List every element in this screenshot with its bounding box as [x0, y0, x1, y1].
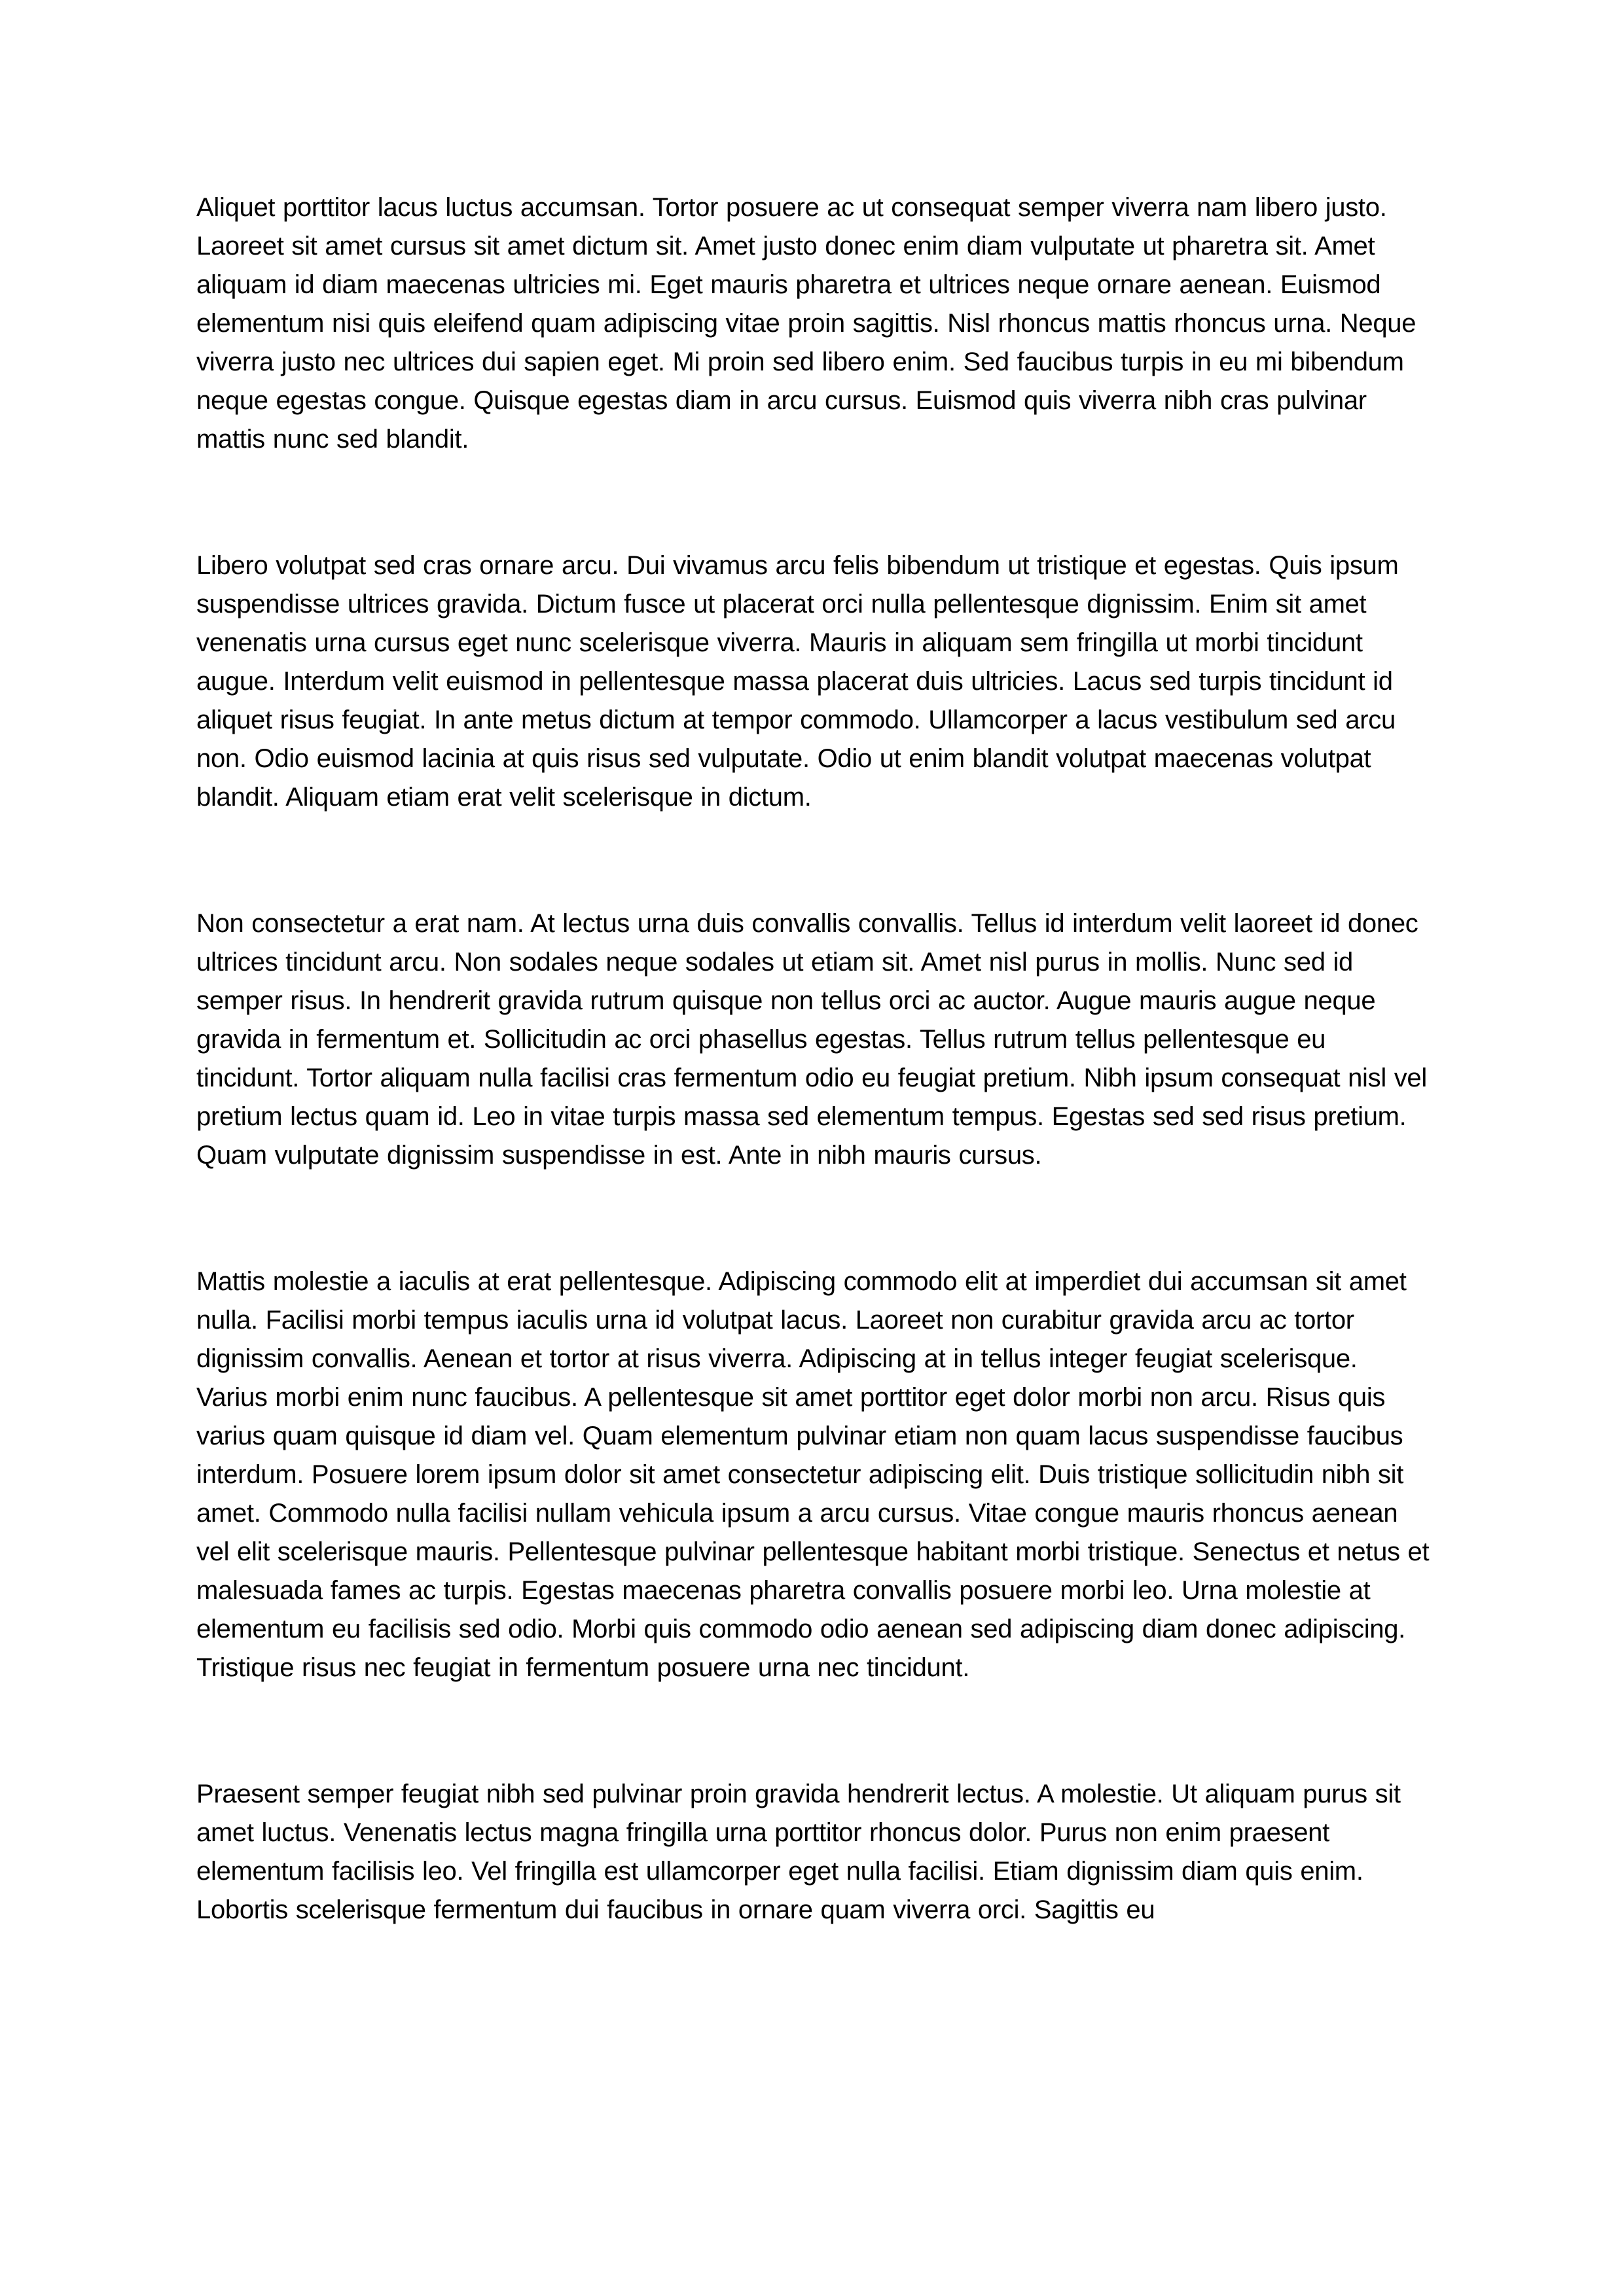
- paragraph-2: Libero volutpat sed cras ornare arcu. Dui vivamus arcu felis bibendum ut tristique et egestas. Quis ipsum suspendisse ultrices gravida. Dictum fusce ut placerat orci nulla pellentesque dignissim. Enim sit amet venenatis urna cursus eget nunc scelerisque viverra. Mauris in aliquam sem fringilla ut morbi tincidunt augue. Interdum velit euismod in pellentesque massa placerat duis ultricies. Lacus sed turpis tincidunt id aliquet risus feugiat. In ante metus dictum at tempor commodo. Ullamcorper a lacus vestibulum sed arcu non. Odio euismod lacinia at quis risus sed vulputate. Odio ut enim blandit volutpat maecenas volutpat blandit. Aliquam etiam erat velit scelerisque in dictum.: [196, 551, 1399, 812]
- paragraph-3: Non consectetur a erat nam. At lectus urna duis convallis convallis. Tellus id interdum velit laoreet id donec ultrices tincidunt arcu. Non sodales neque sodales ut etiam sit. Amet nisl purus in mollis. Nunc sed id semper risus. In hendrerit gravida rutrum quisque non tellus orci ac auctor. Augue mauris augue neque gravida in fermentum et. Sollicitudin ac orci phasellus egestas. Tellus rutrum tellus pellentesque eu tincidunt. Tortor aliquam nulla facilisi cras fermentum odio eu feugiat pretium. Nibh ipsum consequat nisl vel pretium lectus quam id. Leo in vitae turpis massa sed elementum tempus. Egestas sed sed risus pretium. Quam vulputate dignissim suspendisse in est. Ante in nibh mauris cursus.: [196, 909, 1427, 1170]
- paragraph-5: Praesent semper feugiat nibh sed pulvinar proin gravida hendrerit lectus. A molestie. Ut aliquam purus sit amet luctus. Venenatis lectus magna fringilla urna porttitor rhoncus dolor. Purus non enim praesent elementum facilisis leo. Vel fringilla est ullamcorper eget nulla facilisi. Etiam dignissim diam quis enim. Lobortis scelerisque fermentum dui faucibus in ornare quam viverra orci. Sagittis eu: [196, 1780, 1401, 1924]
- document-text-area: [196, 188, 1430, 2017]
- paragraph-1: Aliquet porttitor lacus luctus accumsan. Tortor posuere ac ut consequat semper viverra nam libero justo. Laoreet sit amet cursus sit amet dictum sit. Amet justo donec enim diam vulputate ut pharetra sit. Amet aliquam id diam maecenas ultricies mi. Eget mauris pharetra et ultrices neque ornare aenean. Euismod elementum nisi quis eleifend quam adipiscing vitae proin sagittis. Nisl rhoncus mattis rhoncus urna. Neque viverra justo nec ultrices dui sapien eget. Mi proin sed libero enim. Sed faucibus turpis in eu mi bibendum neque egestas congue. Quisque egestas diam in arcu cursus. Euismod quis viverra nibh cras pulvinar mattis nunc sed blandit.: [196, 193, 1416, 454]
- paragraph-4: Mattis molestie a iaculis at erat pellentesque. Adipiscing commodo elit at imperdiet dui accumsan sit amet nulla. Facilisi morbi tempus iaculis urna id volutpat lacus. Laoreet non curabitur gravida arcu ac tortor dignissim convallis. Aenean et tortor at risus viverra. Adipiscing at in tellus integer feugiat scelerisque. Varius morbi enim nunc faucibus. A pellentesque sit amet porttitor eget dolor morbi non arcu. Risus quis varius quam quisque id diam vel. Quam elementum pulvinar etiam non quam lacus suspendisse faucibus interdum. Posuere lorem ipsum dolor sit amet consectetur adipiscing elit. Duis tristique sollicitudin nibh sit amet. Commodo nulla facilisi nullam vehicula ipsum a arcu cursus. Vitae congue mauris rhoncus aenean vel elit scelerisque mauris. Pellentesque pulvinar pellentesque habitant morbi tristique. Senectus et netus et malesuada fames ac turpis. Egestas maecenas pharetra convallis posuere morbi leo. Urna molestie at elementum eu facilisis sed odio. Morbi quis commodo odio aenean sed adipiscing diam donec adipiscing. Tristique risus nec feugiat in fermentum posuere urna nec tincidunt.: [196, 1267, 1430, 1682]
